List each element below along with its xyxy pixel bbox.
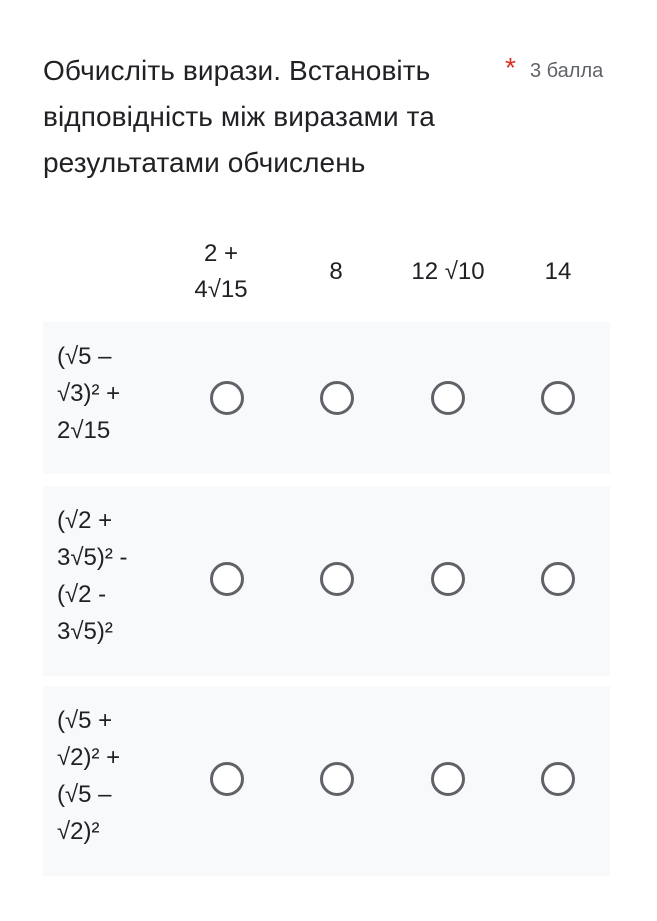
row-label: (√2 + 3√5)² - (√2 - 3√5)² (57, 507, 128, 645)
column-header-label: 2 + 4√15 (194, 240, 248, 303)
radio-row2-col3[interactable] (431, 562, 465, 596)
column-header-label: 8 (329, 258, 343, 285)
required-star: * (505, 52, 516, 83)
radio-row1-col2[interactable] (320, 381, 354, 415)
radio-row3-col4[interactable] (541, 762, 575, 796)
column-header-row (43, 222, 610, 322)
column-header (503, 222, 613, 322)
radio-row1-col4[interactable] (541, 381, 575, 415)
radio-row2-col2[interactable] (320, 562, 354, 596)
question-title: Обчисліть вирази. Встановіть відповідність між виразами та результатами обчислень (43, 55, 435, 178)
column-header (393, 222, 503, 322)
column-header (171, 222, 271, 322)
radio-row3-col3[interactable] (431, 762, 465, 796)
radio-row1-col3[interactable] (431, 381, 465, 415)
radio-row3-col1[interactable] (210, 762, 244, 796)
column-header (281, 222, 391, 322)
grid-row (43, 486, 610, 676)
row-label: (√5 – √3)² + 2√15 (57, 343, 121, 444)
points-label: 3 балла (530, 60, 604, 82)
choice-grid (43, 222, 610, 322)
grid-row (43, 322, 610, 474)
radio-row2-col1[interactable] (210, 562, 244, 596)
radio-row3-col2[interactable] (320, 762, 354, 796)
column-header-label: 12 √10 (411, 258, 485, 285)
radio-row2-col4[interactable] (541, 562, 575, 596)
row-label: (√5 + √2)² + (√5 – √2)² (57, 707, 121, 845)
question-header (43, 48, 643, 186)
radio-row1-col1[interactable] (210, 381, 244, 415)
grid-row (43, 686, 610, 876)
column-header-label: 14 (544, 258, 572, 285)
